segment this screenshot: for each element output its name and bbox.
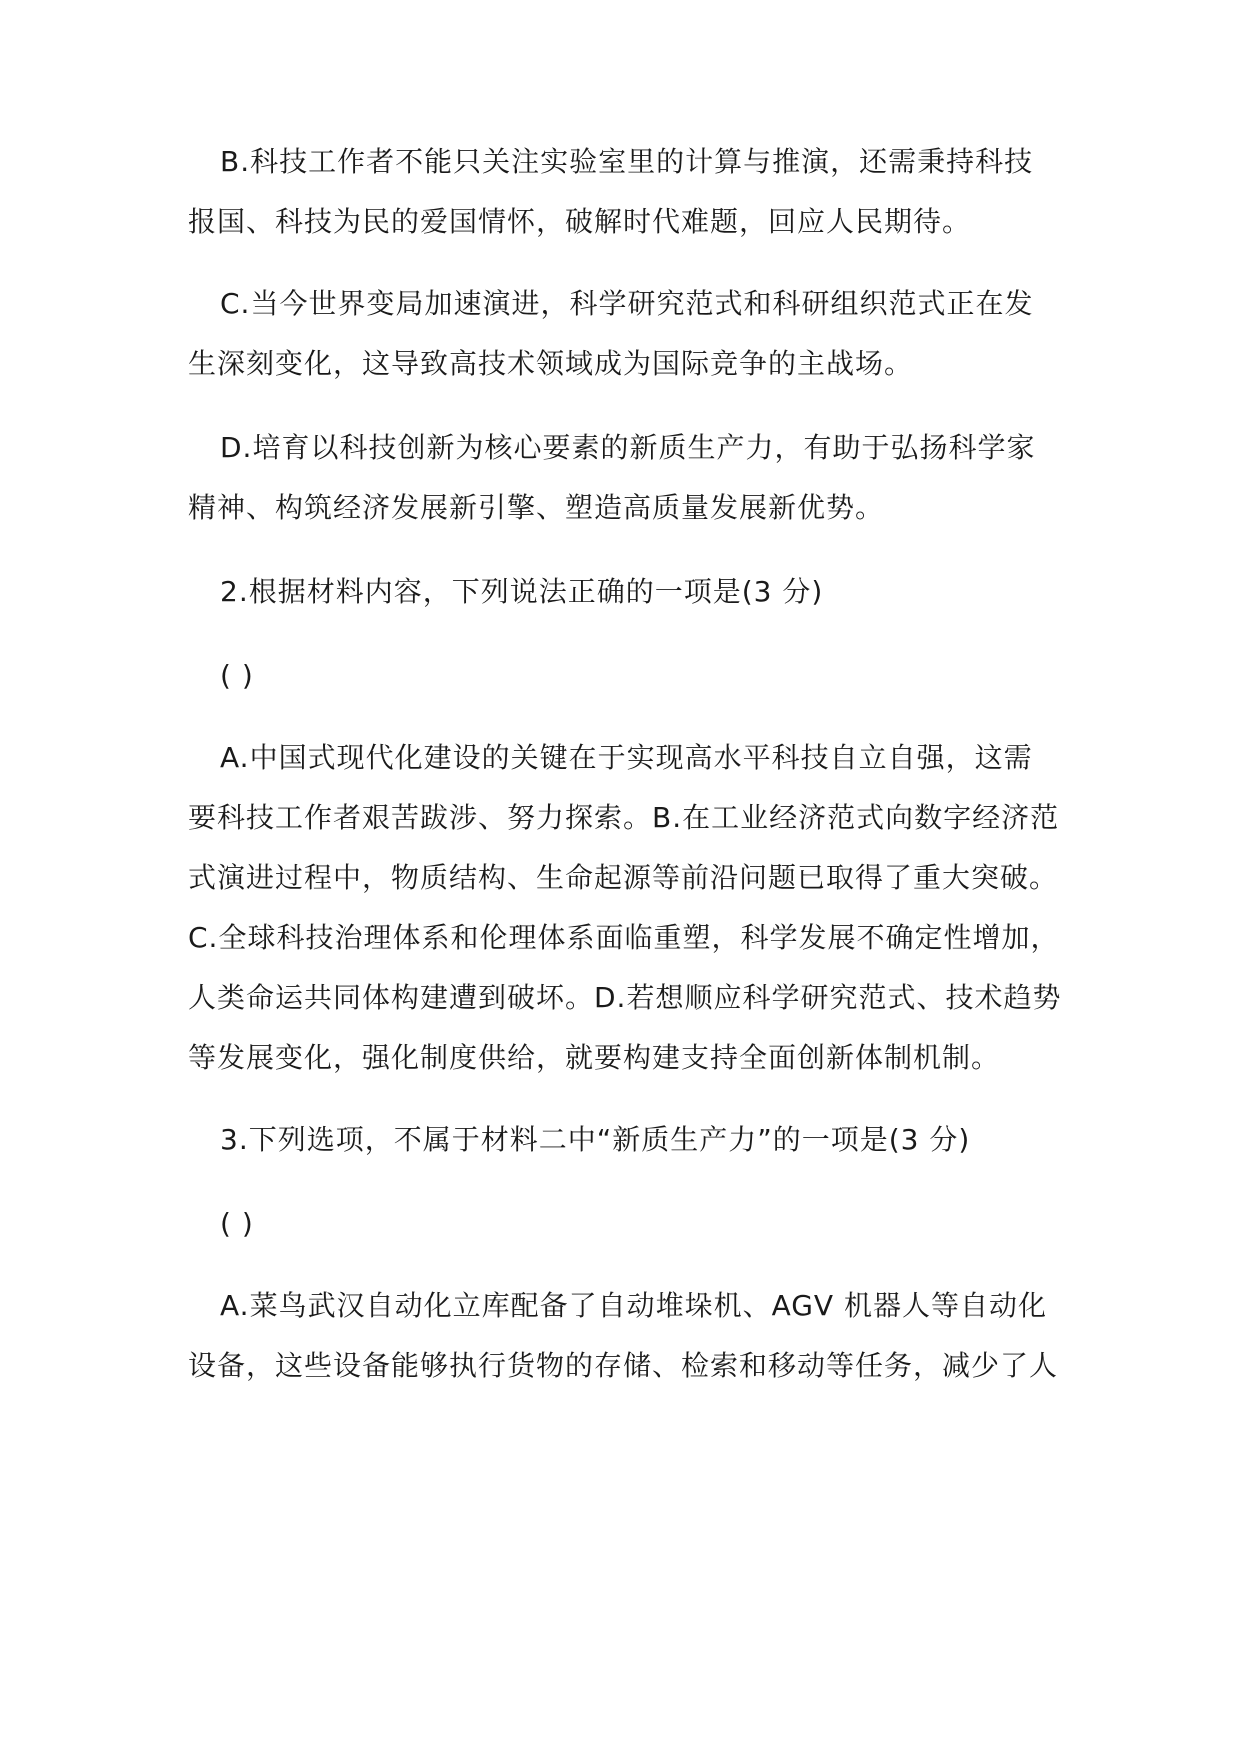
q2-answer-blank: ( ) xyxy=(220,659,254,692)
q2-options-line2: 要科技工作者艰苦跋涉、努力探索。B.在工业经济范式向数字经济范 xyxy=(188,801,1060,834)
q1-option-c-line1: C.当今世界变局加速演进，科学研究范式和科研组织范式正在发 xyxy=(220,287,1034,320)
q1-option-b-line2: 报国、科技为民的爱国情怀，破解时代难题，回应人民期待。 xyxy=(188,205,972,238)
q3-stem: 3.下列选项，不属于材料二中“新质生产力”的一项是(3 分) xyxy=(220,1123,971,1156)
q2-stem: 2.根据材料内容，下列说法正确的一项是(3 分) xyxy=(220,575,824,608)
q1-option-d-line2: 精神、构筑经济发展新引擎、塑造高质量发展新优势。 xyxy=(188,491,885,524)
q2-options-line1: A.中国式现代化建设的关键在于实现高水平科技自立自强，这需 xyxy=(220,741,1033,774)
q1-option-b-line1: B.科技工作者不能只关注实验室里的计算与推演，还需秉持科技 xyxy=(220,145,1034,178)
q2-options-line5: 人类命运共同体构建遭到破坏。D.若想顺应科学研究范式、技术趋势 xyxy=(188,981,1062,1014)
q1-option-c-line2: 生深刻变化，这导致高技术领域成为国际竞争的主战场。 xyxy=(188,347,914,380)
q3-option-a-line2: 设备，这些设备能够执行货物的存储、检索和移动等任务，减少了人 xyxy=(188,1349,1059,1382)
q2-options-line6: 等发展变化，强化制度供给，就要构建支持全面创新体制机制。 xyxy=(188,1041,1001,1074)
q1-option-d-line1: D.培育以科技创新为核心要素的新质生产力，有助于弘扬科学家 xyxy=(220,431,1036,464)
q2-options-line3: 式演进过程中，物质结构、生命起源等前沿问题已取得了重大突破。 xyxy=(188,861,1059,894)
q3-option-a-line1: A.菜鸟武汉自动化立库配备了自动堆垛机、AGV 机器人等自动化 xyxy=(220,1289,1047,1322)
q2-options-line4: C.全球科技治理体系和伦理体系面临重塑，科学发展不确定性增加， xyxy=(188,921,1060,954)
q3-answer-blank: ( ) xyxy=(220,1207,254,1240)
